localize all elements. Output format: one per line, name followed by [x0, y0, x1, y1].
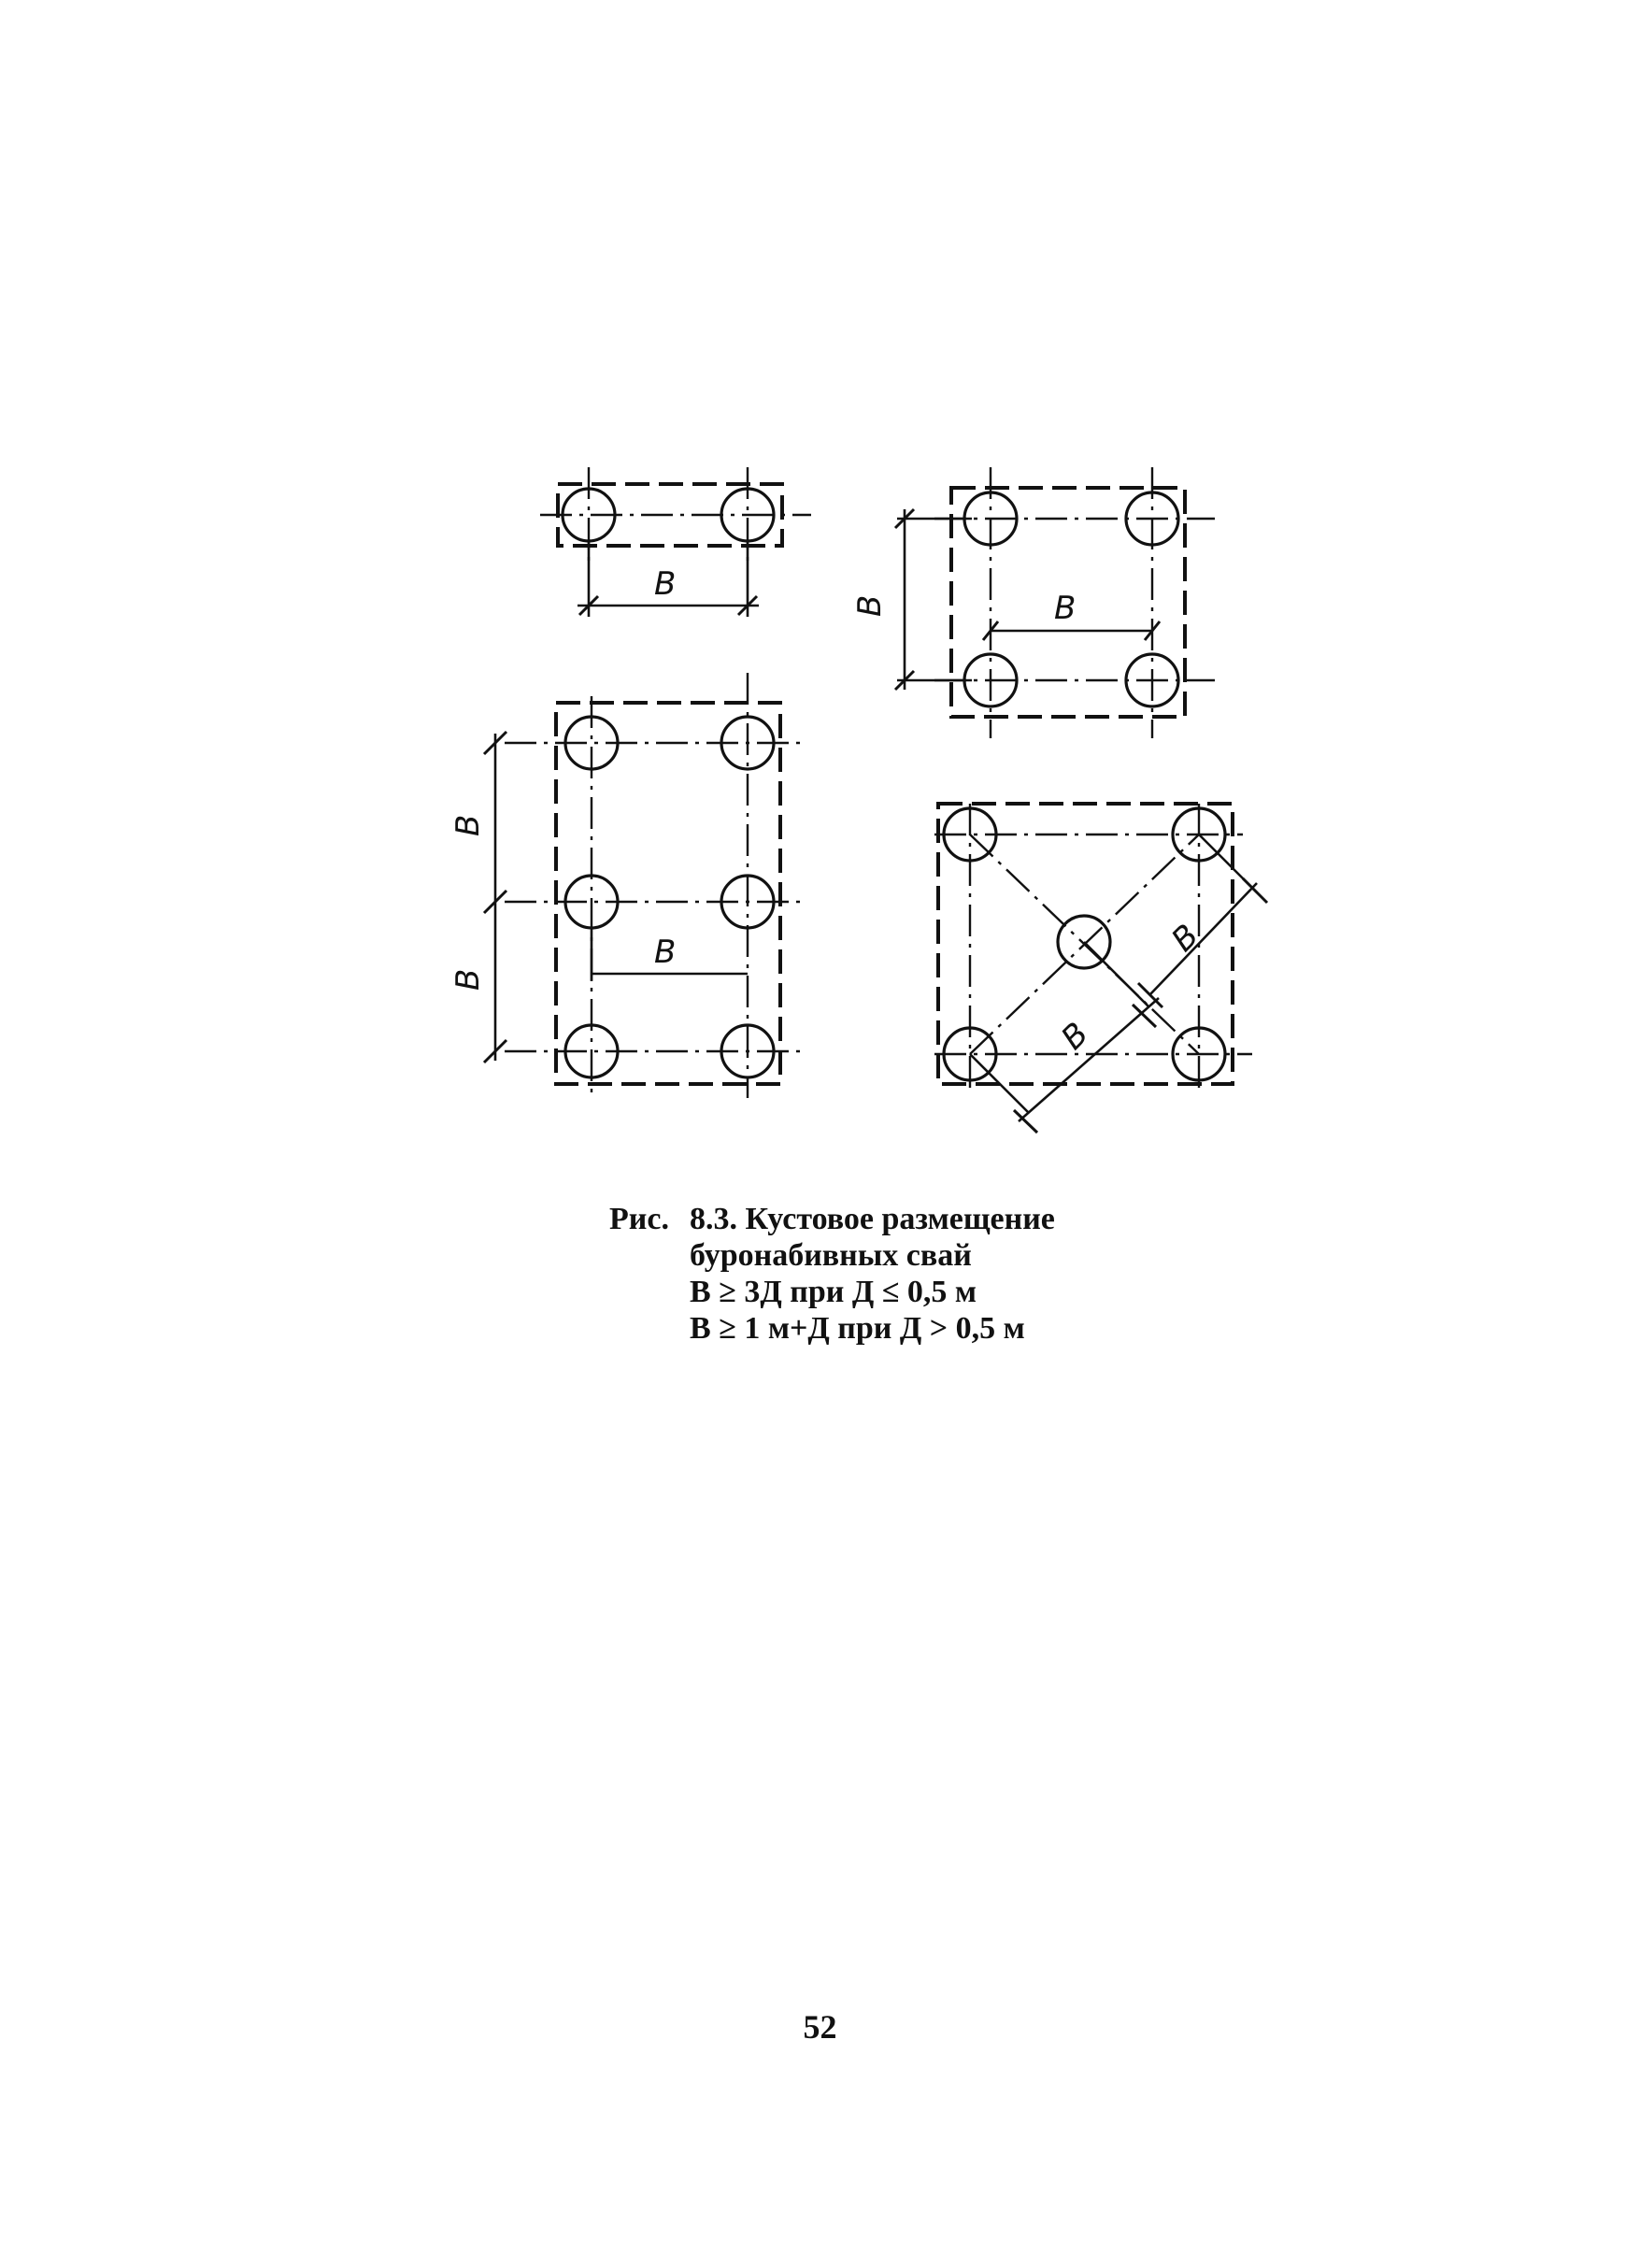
layout-four-piles-square	[851, 467, 1215, 738]
dimension-line	[1019, 998, 1159, 1121]
dimension-label: В	[1164, 917, 1206, 960]
dimension-label: В	[654, 934, 677, 971]
caption-title-line2: буронабивных свай	[690, 1238, 972, 1273]
dimension-label: В	[654, 565, 677, 603]
layout-two-piles	[540, 467, 811, 617]
dimension-label: В	[449, 968, 487, 991]
caption-title-line1: 8.3. Кустовое размещение	[690, 1202, 1055, 1236]
dimension-label: В	[1054, 590, 1077, 627]
figure-caption	[609, 1201, 1055, 1347]
caption-rule-1: В ≥ 3Д при Д ≤ 0,5 м	[690, 1275, 977, 1309]
caption-prefix: Рис.	[609, 1202, 669, 1236]
caption-title	[609, 1201, 1055, 1237]
dimension-label: В	[1054, 1015, 1096, 1058]
dimension-label: В	[449, 814, 487, 836]
layout-five-piles-diagonal	[934, 804, 1267, 1133]
caption-rule-2: В ≥ 1 м+Д при Д > 0,5 м	[690, 1311, 1025, 1346]
dimension-label: В	[851, 594, 889, 617]
layout-six-piles	[449, 673, 804, 1098]
page-number: 52	[803, 2008, 837, 2046]
dimension-line	[1149, 883, 1257, 995]
